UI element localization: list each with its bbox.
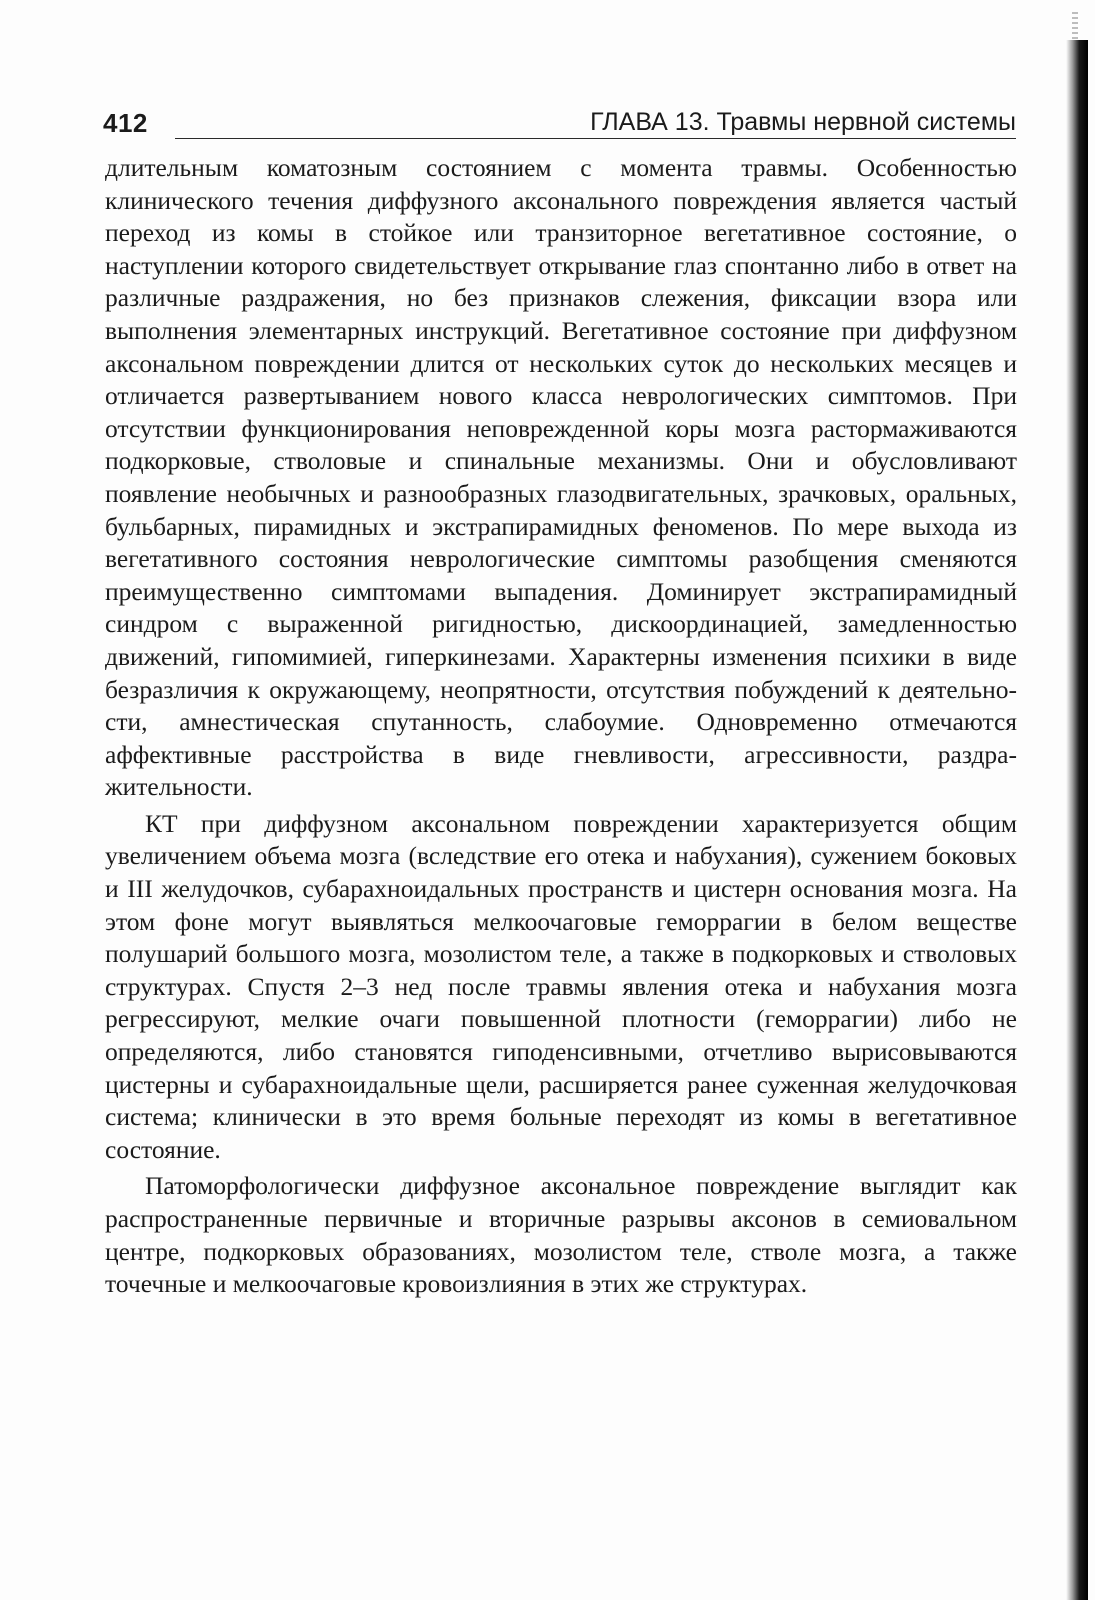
- running-header: [103, 104, 1016, 140]
- main-text: [105, 152, 1017, 1301]
- paragraph-continuation: длительным коматозным состоянием с момента травмы. Особенностью клинического течения диффузного аксонального повреждения является частый переход из комы в стойкое или транзиторное вегетативное состояние, о наступлении которого свидетельствует открывание глаз спонтанно либо в ответ на различные раздражения, но без признаков слежения, фиксации взора или выполнения элементарных инструкций. Вегетативное состояние при диффузном аксональном повреждении длится от нескольких суток до нескольких месяцев и отличается развертыванием нового класса неврологических симптомов. При отсутствии функционирования неповрежденной коры мозга растормаживаются подкорковые, стволовые и спинальные механизмы. Они и обусловливают появление необычных и разнообразных глазодвигательных, зрачковых, оральных, бульбарных, пирамидных и экстрапирамидных феноменов. По мере выхода из вегетативного состояния неврологические симптомы разобщения сменяются преимущественно симптомами выпадения. Доминирует экстрапирамидный синдром с выраженной ригидностью, дискоординацией, замедленностью движений, гипомимией, гиперкинезами. Характерны изменения психики в виде безразличия к окружающему, неопрятности, отсутствия побуждений к деятельности, амнестическая спутанность, слабоумие. Одновременно отмечаются аффективные расстройства в виде гневливости, агрессивности, раздражительности.: [105, 153, 1017, 802]
- page-number: 412: [103, 108, 148, 138]
- header-rule: [175, 138, 1016, 139]
- paragraph-ct-findings: КТ при диффузном аксональном повреждении характеризуется общим увеличением объема мозга (вследствие его отека и набухания), сужением боковых и III желудочков, субарахноидальных пространств и цистерн основания мозга. На этом фоне могут выявляться мелкоочаговые геморрагии в белом веществе полушарий большого мозга, мозолистом теле, а также в подкорковых и стволовых структурах. Спустя 2–3 нед после травмы явления отека и набухания мозга регрессируют, мелкие очаги повышенной плотности (геморрагии) либо не определяются, либо становятся гиподенсивными, отчетливо вырисовываются цистерны и субарахноидальные щели, расширяется ранее суженная желудочковая система; клинически в это время больные переходят из комы в вегетативное состояние.: [105, 808, 1017, 1164]
- scan-page-edge-shadow: [1066, 40, 1088, 1600]
- paragraph-pathomorphology: Патоморфологически диффузное аксональное повреждение выглядит как распространенные первичные и вторичные разрывы аксонов в семиовальном центре, подкорковых образованиях, мозолистом теле, стволе мозга, а также точечные и мелкоочаговые кровоизлияния в этих же структурах.: [105, 1171, 1017, 1299]
- scan-edge-speckle: [1072, 12, 1078, 40]
- chapter-running-title: ГЛАВА 13. Травмы нервной системы: [590, 108, 1016, 136]
